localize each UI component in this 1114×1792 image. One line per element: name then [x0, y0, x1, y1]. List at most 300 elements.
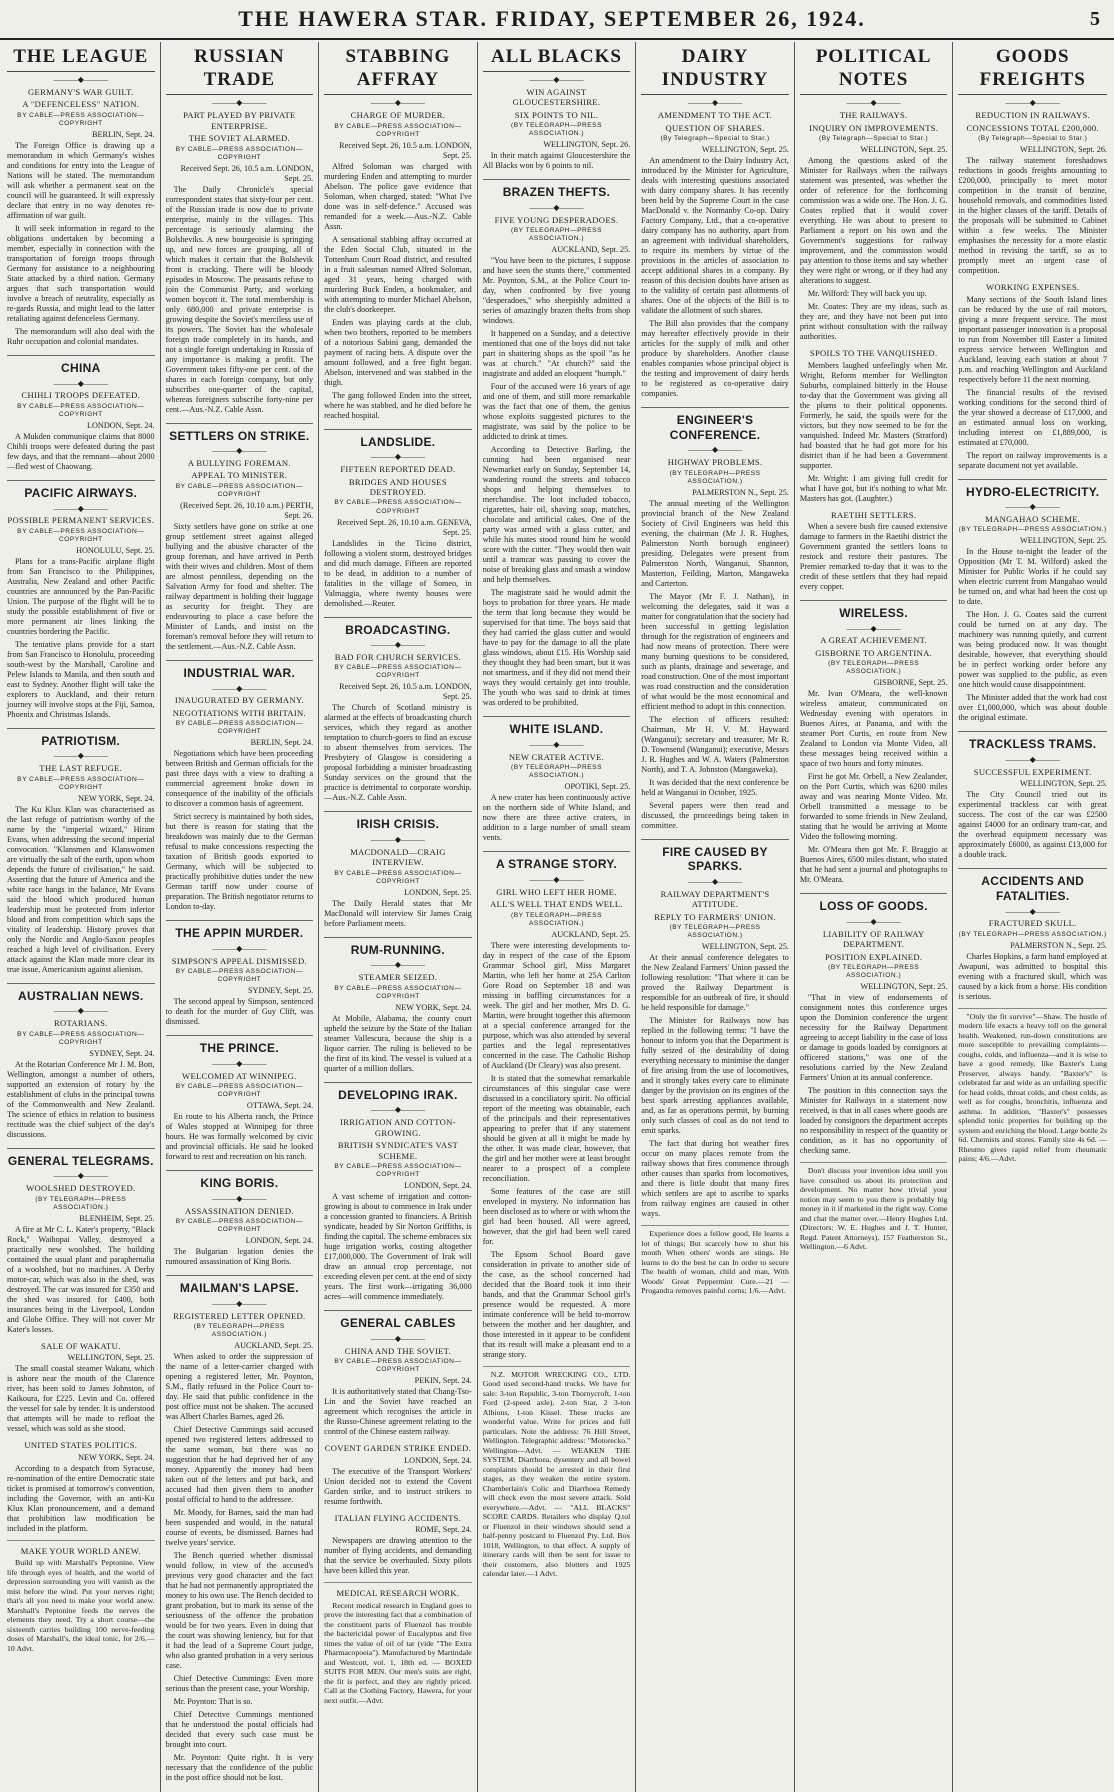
wire-credit: BY CABLE—PRESS ASSOCIATION—COPYRIGHT	[17, 1030, 145, 1046]
subheading: GIRL WHO LEFT HER HOME.	[496, 886, 617, 897]
article	[958, 868, 1107, 1002]
dateline: Received Sept. 26, 10.5 a.m. LONDON, Sept. 25.	[339, 140, 472, 160]
dateline: LONDON, Sept. 25.	[404, 887, 472, 897]
dateline: OPOTIKI, Sept. 25.	[564, 782, 631, 792]
wire-credit: BY CABLE—PRESS ASSOCIATION—COPYRIGHT	[175, 720, 303, 736]
wire-credit: BY CABLE—PRESS ASSOCIATION—COPYRIGHT	[17, 527, 145, 543]
wire-credit: (By Telegraph—Special to Star.)	[819, 135, 929, 143]
subheading: HIGHWAY PROBLEMS.	[667, 457, 763, 468]
article	[800, 600, 948, 885]
masthead-title: THE HAWERA STAR. FRIDAY, SEPTEMBER 26, 1924.	[238, 6, 866, 31]
article	[324, 1082, 472, 1302]
article	[800, 510, 948, 592]
article	[7, 728, 155, 975]
article	[166, 45, 314, 415]
headline: PATRIOTISM.	[7, 728, 155, 749]
wire-credit: BY CABLE—PRESS ASSOCIATION—COPYRIGHT	[175, 482, 303, 498]
paragraph: It will seek information in regard to the obligations undertaken by becoming a member, especially in connection with the transportation of foreign troops through Germany for assistance to a neighbouring State attacked by a third nation. Germany argues that such transportation would involve a breach of neutrality, especially as re-gards Russia, and might lead to the latter retaliating against defenceless Germany.	[7, 223, 155, 323]
paragraph: The tentative plans provide for a start from San Francisco to Honolulu, proceeding south-west by the Marshall, Caroline and Pelew Islands to Manila, and then south and east to Sydney. Another flight will take the explorers to Auckland, and their return journey will involve stops at the Fiji, Samoa, Phoenix and Christmas Islands.	[7, 639, 155, 719]
article	[800, 348, 948, 503]
dateline: SYDNEY, Sept. 25.	[248, 986, 314, 996]
ornament-rule: ———◆———	[370, 98, 425, 108]
paragraph: Negotiations which have been proceeding between British and German officials for the past three days with a view to drafting a commercial agreement broke down in consequence of the inability of the officials to discover a common basis of agreement.	[165, 749, 314, 809]
ornament-rule: ———◆———	[529, 739, 584, 749]
headline: KING BORIS.	[166, 1170, 314, 1191]
article	[324, 1513, 472, 1576]
dateline: AUCKLAND, Sept. 25.	[234, 1341, 314, 1351]
ornament-rule: ———◆———	[687, 98, 743, 108]
paragraph: The memorandum will also deal with the Ruhr occupation and colonial mandates.	[7, 326, 155, 346]
ad-text: Build up with Marshall's Peptonine. View life through eyes of health, and the world of depression surrounding you will vanish as the mist before the wind. Put your nerves right; that's all you need to make your world anew. Marshall's Peptonine feeds the nerves the elements they need. Try a short course—the sixteenth carries building 100 nerve-feeding doses of Marshall's, the ideal tonic, for 2/6.—10 Advt.	[7, 1558, 155, 1653]
subheading: NEW CRATER ACTIVE.	[508, 751, 605, 762]
ornament-rule: ———◆———	[370, 1333, 425, 1343]
dateline: NEW YORK, Sept. 24.	[395, 1002, 472, 1012]
subheading: APPEAL TO MINISTER.	[191, 470, 288, 481]
wire-credit: BY CABLE—PRESS ASSOCIATION—COPYRIGHT	[17, 775, 145, 791]
subheading: GERMANY'S WAR GUILT.	[28, 86, 134, 97]
wire-credit: BY CABLE—PRESS ASSOCIATION—COPYRIGHT	[334, 664, 462, 680]
paragraph: The second appeal by Simpson, sentenced to death for the murder of Guy Clift, was dismissed.	[165, 997, 314, 1027]
headline: DEVELOPING IRAK.	[324, 1082, 472, 1103]
paragraph: The Daily Herald states that Mr MacDonald will interview Sir James Craig before Parliament meets.	[324, 898, 472, 928]
paragraph: The small coastal steamer Wakatu, which is ashore near the mouth of the Clarence river, has been sold to James Johnston, of Kaikoura, for £225. Levin and Co. offered the vessel for sale by tender. It is understood that attempts will be made to refloat the vessel, which was sold as she stood.	[7, 1364, 155, 1434]
subheading: SIX POINTS TO NIL.	[514, 109, 599, 120]
dateline: LONDON, Sept. 24.	[404, 1181, 472, 1191]
column-6	[795, 42, 954, 1792]
wire-credit: (By Telegraph—Special to Star.)	[978, 135, 1088, 143]
paragraph: It is stated that the somewhat remarkable circumstances of this singular case were discussed in a conciliatory spirit. No official report of the meeting was obtainable, each of the principals and their representatives appearing to prefer that if any statement should be given at all it might be made by the other. It was made clear, however, that the girl and her mother were at least brought nearer to a prospect of a complete reconciliation.	[482, 1073, 631, 1183]
wire-credit: (BY TELEGRAPH—PRESS ASSOCIATION.)	[828, 660, 920, 676]
subheading: REDUCTION IN RAILWAYS.	[975, 110, 1091, 121]
subheading: THE SOVIET ALARMED.	[188, 133, 290, 144]
paragraph: Some features of the case are still enveloped in mystery. No information has been disclosed as to where or with whom the girl had been housed. All were agreed, however, that the girl had been well cared for.	[482, 1186, 631, 1246]
ornament-rule: ———◆———	[1005, 98, 1060, 108]
dateline: WELLINGTON, Sept. 25.	[701, 942, 789, 952]
advertisement	[641, 1225, 789, 1296]
article	[483, 45, 631, 171]
paragraph: The Hon. J. G. Coates said the current could be turned on at any day. The machinery was running quietly, and current was being produced now. It was thought desirable, however, that everything should be in perfect working order before any power was supplied to the public, as even one hitch would cause disappointment.	[958, 610, 1107, 690]
paragraph: The City Council tried out its experimental trackless car with great success. The cost of the car was £2500 against £4000 for an ordinary tram-car, and the overhead equipment necessary was approximately £6000, as against £13,000 for a double track.	[958, 790, 1107, 860]
article	[324, 45, 472, 421]
article	[958, 479, 1107, 724]
wire-credit: BY CABLE—PRESS ASSOCIATION—COPYRIGHT	[175, 145, 303, 161]
headline: BRAZEN THEFTS.	[483, 179, 631, 200]
paragraph: The Minister added that the work had cost over £1,000,000, which was about double the original estimate.	[958, 693, 1107, 723]
ornament-rule: ———◆———	[1005, 906, 1060, 916]
dateline: AUCKLAND, Sept. 25.	[551, 929, 631, 939]
paragraph: Mr. Wright: I am giving full credit for what I have got, but it's nothing to what Mr. Masters has got. (Laughter.)	[799, 473, 948, 503]
headline: RUM-RUNNING.	[324, 937, 472, 958]
wire-credit: (BY TELEGRAPH—PRESS ASSOCIATION.)	[958, 526, 1107, 534]
wire-credit: (BY TELEGRAPH—PRESS ASSOCIATION.)	[669, 924, 761, 940]
ornament-rule: ———◆———	[846, 623, 901, 633]
subheading: BAD FOR CHURCH SERVICES.	[334, 651, 462, 662]
subheading: CHARGE OF MURDER.	[350, 110, 446, 121]
article	[7, 983, 155, 1140]
subheading: UNITED STATES POLITICS.	[24, 1440, 138, 1451]
headline: STABBING AFFRAY	[324, 45, 472, 95]
ad-text: "Only the fit survive"—Shaw. The hustle of modern life exacts a heavy toll on the general health. Weakened, run-down constitutions are more susceptible to prevailing complaints—coughs, colds, and influenza—and it is wise to have a good remedy, like Baxter's Lung Preserver, always handy. "Baxter's" is celebrated far and wide as an unfailing specific for head colds, throat colds, and chest colds, as well as for coughs, bronchitis, influenza and asthma. In addition, "Baxter's" possesses splendid tonic properties for building up the system and enriching the blood. Large bottle 2s 6d. Chemists and stores. Family size 4s 6d. — Rheumo gives rapid relief from rheumatic pains; 4/6.—Advt.	[958, 1011, 1107, 1164]
article	[166, 423, 314, 652]
paragraph: The magistrate said he would admit the boys to probation for three years. He made the term that long because they would be supervised for that time. The boys said that they had carried the glass cutter and would have to pay for the damage to all the plate glass windows, about £15. His Worship said they thought they had been smart, but it was not smartness, and if they did not mend their ways they would certainly get into trouble. The youth who was said to drink at times was ordered to be prohibited.	[482, 588, 631, 708]
ad-text: Don't discuss your invention idea until you have consulted us about its protection and development. No matter how trivial your notion may seem to you there is probably big money in it if marketed in the right way. Come and chat the matter over.—Henry Hughes Ltd. (Directors: W. E. Hughes and J. T. Hunter, Regd. Patent Attorneys), 157 Featherston St., Wellington.—6 Advt.	[799, 1166, 948, 1252]
dateline: WELLINGTON, Sept. 26.	[1020, 145, 1107, 155]
dateline: GISBORNE, Sept. 25.	[873, 678, 948, 688]
wire-credit: BY CABLE—PRESS ASSOCIATION—COPYRIGHT	[175, 1083, 303, 1099]
subheading: AMENDMENT TO THE ACT.	[657, 110, 773, 121]
paragraph: The financial results of the revised working conditions for the second third of the year showed a decrease of £17,000, and an estimated annual loss on working, including interest on £1,889,000, is estimated at £70,000.	[958, 387, 1107, 447]
paragraph: Mr. Ivan O'Meara, the well-known wireless amateur, communicated on Wednesday evening with operators in Buenos Aires, at Panama, and with the steamer Port Curtis, en route from New Zealand to London via Monte Video, all these messages being received within a space of two hours and forty minutes.	[799, 689, 948, 769]
paragraph: It was decided that the next conference be held at Wanganui in October, 1925.	[641, 777, 789, 797]
paragraph: It is authoritatively stated that Chang-Tso-Lin and the Soviet have reached an agreement which recognises the article in the Russo-Chinese agreement relating to the control of the Chinese eastern railway.	[324, 1387, 472, 1437]
paragraph: Four of the accused were 16 years of age and one of them, and still more remarkable was the fact that one of them, the genius whose exploits suggested pictures to the magistrate, was said by the police to be addicted to drink at times.	[482, 382, 631, 442]
dateline: OTTAWA, Sept. 24.	[246, 1101, 314, 1111]
paragraph: Mr. Moody, for Barnes, said the man had been suspended and would, in the natural course of events, be dismissed. Barnes had twelve years' service.	[165, 1508, 314, 1548]
paragraph: A new crater has been continuously active on the northern side of White Island, and now there are three active craters, in addition to a large number of small steam vents.	[482, 793, 631, 843]
subheading: THE RAILWAYS.	[839, 110, 908, 121]
subheading: THE LAST REFUGE.	[39, 763, 123, 774]
headline: SETTLERS ON STRIKE.	[166, 423, 314, 444]
dateline: WELLINGTON, Sept. 25.	[1020, 779, 1107, 789]
paragraph: There were interesting developments to-day in respect of the case of the Epsom Grammar School girl, Miss Margaret Martin, who left her home at 25A Carlton Gore Road on September 18 and was missing in baffling circumstances for a week. The girl and her mother, Mrs D. G. Martin, were brought together this afternoon at a special conference arranged for the purpose, which was also attended by several parties and the legal representatives concerned in the case. The Catholic Bishop of Auckland (Dr Cleary) was also present.	[482, 940, 631, 1070]
wire-credit: (By Telegraph—Special to Star.)	[660, 135, 770, 143]
ornament-rule: ———◆———	[53, 378, 108, 388]
paragraph: Plans for a trans-Pacific airplane flight from San Francisco to the Philippines, Australia, New Zealand and other Pacific countries are announced by the Pan-Pacific Union. The purpose of the flight will be to study the possible establishment of five or more permanent air lines linking the countries bordering the Pacific.	[7, 556, 155, 636]
wire-credit: (BY TELEGRAPH—PRESS ASSOCIATION.)	[511, 227, 602, 243]
advertisement	[958, 1008, 1107, 1164]
headline: RUSSIAN TRADE	[166, 45, 314, 95]
ad-title: MAKE YOUR WORLD ANEW.	[20, 1545, 141, 1556]
subheading: ASSASSINATION DENIED.	[184, 1205, 294, 1216]
dateline: AUCKLAND, Sept. 25.	[551, 245, 631, 255]
headline: LOSS OF GOODS.	[800, 893, 948, 914]
wire-credit: BY CABLE—PRESS ASSOCIATION—COPYRIGHT	[175, 968, 303, 984]
ornament-rule: ———◆———	[53, 1171, 108, 1181]
headline: FIRE CAUSED BY SPARKS.	[641, 839, 789, 874]
subheading: POSSIBLE PERMANENT SERVICES.	[7, 515, 155, 526]
paragraph: The Foreign Office is drawing up a memorandum in which Germany's wishes and conditions for entry into the League of Nations will be stated. The memorandum will ask whether a permanent seat on the council will be guaranteed. It will expressly declare that entry in no way denotes re-affirmation of war guilt.	[7, 140, 155, 220]
paragraph: In their match against Gloucestershire the All Blacks won by 6 points to nil.	[482, 151, 631, 171]
wire-credit: (BY TELEGRAPH—PRESS ASSOCIATION.)	[669, 469, 761, 485]
dateline: WELLINGTON, Sept. 25.	[701, 145, 789, 155]
dateline: PEKIN, Sept. 24.	[414, 1376, 472, 1386]
paragraph: Chief Detective Cummings said accused opened two registered letters addressed to the same woman, but there was no suggestion that he had deprived her of any money. Apparently the money had been taken out of the letters and put back, and accused had then given them to another postal official to hand to the addressee.	[165, 1425, 314, 1505]
headline: ALL BLACKS	[483, 45, 631, 72]
subheading: A "DEFENCELESS" NATION.	[22, 99, 140, 110]
paragraph: According to a despatch from Syracuse, re-nomination of the entire Democratic state ticket is promised at tomorrow's convention, including the Governor, with an anti-Ku Klux Klan pronouncement, and a demand that prohibition law modification be included in the platform.	[7, 1463, 155, 1533]
dateline: WELLINGTON, Sept. 25.	[1020, 536, 1107, 546]
subheading: CONCESSIONS TOTAL £200,000.	[966, 122, 1099, 133]
article	[324, 811, 472, 928]
dateline: Received Sept. 26, 10.5 a.m. LONDON, Sept. 25.	[180, 163, 314, 183]
headline: DAIRY INDUSTRY	[641, 45, 789, 95]
subheading: BRITISH SYNDICATE'S VAST SCHEME.	[337, 1140, 458, 1161]
wire-credit: (BY TELEGRAPH—PRESS ASSOCIATION.)	[958, 930, 1107, 938]
paragraph: The report on railway improvements is a separate document not yet available.	[958, 450, 1107, 470]
ornament-rule: ———◆———	[212, 1193, 267, 1203]
dateline: ROME, Sept. 24.	[415, 1525, 472, 1535]
dateline: WELLINGTON, Sept. 25.	[860, 145, 948, 155]
article	[483, 179, 631, 708]
article	[7, 45, 155, 347]
article	[641, 45, 789, 399]
subheading: REPLY TO FARMERS' UNION.	[654, 911, 776, 922]
paragraph: The Church of Scotland ministry is alarmed at the effects of broadcasting church services, which they regard as another temptation to church-goers to find an excuse to absent themselves from services. The Presbytery of Glasgow is considering a proposal forbidding a minister broadcasting Sunday services on the ground that the practice is detrimental to corporate worship.—Aus.-N.Z. Cable Assn.	[324, 703, 472, 803]
subheading: QUESTION OF SHARES.	[665, 122, 765, 133]
dateline: Received Sept. 26, 10.5 a.m. LONDON, Sept. 25.	[339, 682, 472, 702]
paragraph: The executive of the Transport Workers' Union decided not to extend the Covent Garden strike, and to instruct strikers to resume forthwith.	[324, 1466, 472, 1506]
ornament-rule: ———◆———	[212, 944, 267, 954]
wire-credit: BY CABLE—PRESS ASSOCIATION—COPYRIGHT	[334, 869, 462, 885]
ornament-rule: ———◆———	[529, 203, 584, 213]
headline: THE APPIN MURDER.	[166, 920, 314, 941]
article	[324, 1443, 472, 1506]
ornament-rule: ———◆———	[212, 98, 267, 108]
headline: ACCIDENTS AND FATALITIES.	[958, 868, 1107, 903]
dateline: WELLINGTON, Sept. 25.	[67, 1353, 155, 1363]
headline: MAILMAN'S LAPSE.	[166, 1275, 314, 1296]
article	[800, 893, 948, 1156]
wire-credit: (BY TELEGRAPH—PRESS ASSOCIATION.)	[193, 1323, 285, 1339]
paragraph: A vast scheme of irrigation and cotton-growing is about to commence in Irak under a concession granted to financiers. A British syndicate, headed by Sir Norton Griffiths, is finding the capital. The scheme embraces six huge irrigation works, costing altogether £17,000,000. The Government of Irak will draw an annual crop percentage, not exceeding eleven per cent. at the end of sixty years. The first work—irrigating 36,000 acres—will commence immediately.	[324, 1192, 472, 1302]
subheading: WORKING EXPENSES.	[985, 282, 1080, 293]
article	[166, 1275, 314, 1783]
article	[483, 716, 631, 843]
article	[958, 282, 1107, 470]
subheading: A GREAT ACHIEVEMENT.	[820, 635, 927, 646]
paragraph: Chief Detective Cummings: Even more serious than the present case, your Worship.	[165, 1674, 314, 1694]
ornament-rule: ———◆———	[370, 960, 425, 970]
headline: THE LEAGUE	[7, 45, 155, 72]
column-1	[2, 42, 161, 1792]
subheading: ALL'S WELL THAT ENDS WELL.	[490, 899, 623, 910]
masthead	[0, 0, 1114, 40]
dateline: (Received Sept. 26, 10.10 a.m.) PERTH, Sept. 26.	[180, 501, 314, 521]
subheading: FIVE YOUNG DESPERADOES.	[494, 214, 619, 225]
paragraph: The fact that during hot weather fires occur on many places remote from the railway shows that fires commence through other causes than sparks from locomotives, and there is little doubt that many fires which settlers are apt to ascribe to sparks from railway engines are caused in other ways.	[641, 1139, 789, 1219]
paragraph: Many sections of the South Island lines can be reduced by the use of rail motors, giving a more frequent service. The most important passenger innovation is a proposal to run from November till Easter a limited express service between Wellington and Auckland, leaving each station at about 7 p.m. and reaching Wellington and Auckland respectively before 11 the next morning.	[958, 294, 1107, 384]
paragraph: In the House to-night the leader of the Opposition (Mr T. M. Wilford) asked the Minister for Public Works if he could say when electric current from Mangahao would be turned on, and what had been the cost up to date.	[958, 547, 1107, 607]
headline: HYDRO-ELECTRICITY.	[958, 479, 1107, 500]
paragraph: The Minister for Railways now has replied in the following terms: "I have the honour to inform you that the Department is fully seized of the desirability of doing everything necessary to minimise the danger of fire arising from the use of locomotives, and it strongly takes every care to eliminate danger by the provision on its engines of the best spark arresting appliances available, and, as far as operations permit, by burning only such classes of coal as do not tend to emit sparks.	[641, 1016, 789, 1136]
wire-credit: BY CABLE—PRESS ASSOCIATION—COPYRIGHT	[17, 111, 145, 127]
headline: WHITE ISLAND.	[483, 716, 631, 737]
subheading: NEGOTIATIONS WITH BRITAIN.	[172, 707, 306, 718]
article	[324, 1310, 472, 1437]
dateline: SYDNEY, Sept. 24.	[89, 1048, 155, 1058]
columns	[2, 42, 1112, 1783]
headline: GENERAL TELEGRAMS.	[7, 1148, 155, 1169]
wire-credit: BY CABLE—PRESS ASSOCIATION—COPYRIGHT	[334, 499, 462, 515]
article	[483, 851, 631, 1359]
paragraph: The gang followed Enden into the street, where he was stabbed, and he died before he reached hospital.	[324, 390, 472, 420]
subheading: FRACTURED SKULL.	[988, 918, 1077, 929]
subheading: IRRIGATION AND COTTON-GROWING.	[340, 1117, 456, 1138]
subheading: SPOILS TO THE VANQUISHED.	[809, 348, 938, 359]
subheading: MANGAHAO SCHEME.	[985, 513, 1081, 524]
article	[7, 355, 155, 472]
article	[641, 407, 789, 831]
column-4	[478, 42, 637, 1792]
ornament-rule: ———◆———	[53, 751, 108, 761]
paragraph: The Mayor (Mr F. J. Nathan), in welcoming the delegates, said it was a matter for congratulation that the society had been successful in getting legislation through for the registration of engineers and had now means of protection. There were many burning questions to be considered, such as plants, drainage and sewerage, and road construction. One of the most important was road construction and the consideration of what would be the most economical and efficient method to adopt in this connection.	[641, 591, 789, 711]
dateline: LONDON, Sept. 24.	[404, 1455, 472, 1465]
headline: CHINA	[7, 355, 155, 376]
subheading: COVENT GARDEN STRIKE ENDED.	[324, 1443, 472, 1454]
wire-credit: BY CABLE—PRESS ASSOCIATION—COPYRIGHT	[17, 402, 145, 418]
paragraph: Mr. Poynton: Quite right. It is very necessary that the confidence of the public in the post office should not be lost.	[165, 1753, 314, 1783]
headline: IRISH CRISIS.	[324, 811, 472, 832]
dateline: LONDON, Sept. 24.	[245, 1236, 314, 1246]
subheading: A BULLYING FOREMAN.	[187, 457, 291, 468]
headline: BROADCASTING.	[324, 617, 472, 638]
subheading: MACDONALD—CRAIG INTERVIEW.	[350, 846, 446, 868]
subheading: CHIHLI TROOPS DEFEATED.	[21, 390, 141, 401]
paragraph: The election of officers resulted: Chairman, Mr H. V. M. Hayward (Wanganui); secretary and treasurer, Mr R. D. Townsend (Wanganui); executive, Messrs J. R. Hughes and W. A. Waters (Palmerston North), and T. A. Johnston (Mangaweka).	[641, 714, 789, 774]
paragraph: Mr. Coates: They are my ideas, such as they are, and they have not been put into print without consultation with the railway authorities.	[799, 302, 948, 342]
paragraph: "That in view of endorsements of consignment notes this conference urges upon the Dominion conference the urgent necessity for the Railway Department agreeing to accept liability in the case of loss or damage to goods loaded by consignors at officered stations," was one of the resolutions carried by the New Zealand Farmers' Union at its annual conference.	[799, 993, 948, 1083]
subheading: INQUIRY ON IMPROVEMENTS.	[808, 122, 939, 133]
paragraph: Mr. O'Meara then got Mr. F. Braggio at Buenos Aires, 6500 miles distant, who stated that he had sent a journal and photographs to Mr. O'Meara.	[799, 845, 948, 885]
subheading: POSITION EXPLAINED.	[824, 951, 923, 962]
ornament-rule: ———◆———	[53, 503, 108, 513]
ornament-rule: ———◆———	[846, 917, 901, 927]
wire-credit: (BY TELEGRAPH—PRESS ASSOCIATION.)	[511, 764, 602, 780]
ornament-rule: ———◆———	[212, 1058, 267, 1068]
subheading: SALE OF WAKATU.	[41, 1340, 121, 1351]
paragraph: According to Detective Barling, the cunning had been organised near Newmarket early on Sunday, September 14, wandering round the streets and tobacco shops and helping themselves to merchandise. The loot included tobacco, cigarettes, hair oil, shaving soap, matches, chocolate and artificial cakes. One of the party was armed with a glass cutter, and while his mates stood round him he would score with the cutter. "They would then wait until a tramcar was passing to cover the noise of breaking glass and smash a window and help themselves.	[482, 445, 631, 585]
advertisement	[324, 1582, 472, 1705]
paragraph: A Mukden communique claims that 8000 Chihli troops were defeated during the past few days, and that the remnant—about 2000—fled west of Chaowang.	[7, 431, 155, 471]
wire-credit: BY CABLE—PRESS ASSOCIATION—COPYRIGHT	[334, 1358, 462, 1374]
ornament-rule: ———◆———	[370, 835, 425, 845]
article	[958, 45, 1107, 276]
paragraph: The annual meeting of the Wellington provincial branch of the New Zealand Society of Civil Engineers was held this evening, the chairman (Mr J. R. Hughes, Palmerston North borough engineer) presiding. Delegates were present from Palmerston North, Wanganui, Shannon, Masterton, Feilding, Marton, Mangaweka and Carterton.	[641, 498, 789, 588]
paragraph: At their annual conference delegates to the New Zealand Farmers' Union passed the following resolution: "That where it can be proved the Railway Department is responsible for an outbreak of fire, it should be held responsible for damage."	[641, 953, 789, 1013]
subheading: SIMPSON'S APPEAL DISMISSED.	[171, 955, 307, 966]
subheading: WELCOMED AT WINNIPEG.	[182, 1070, 297, 1081]
dateline: BERLIN, Sept. 24.	[250, 738, 314, 748]
wire-credit: (BY TELEGRAPH—PRESS ASSOCIATION.)	[35, 1195, 127, 1211]
wire-credit: (BY TELEGRAPH—PRESS ASSOCIATION.)	[511, 122, 602, 138]
paragraph: Strict secrecy is maintained by both sides, but there is reason for stating that the breakdown was mainly due to the German refusal to make concessions respecting the taxation of British goods exported to Germany, which will be subjected to practically prohibitive duties under the new German tariff now under course of preparation. The British negotiator returns to London to-day.	[165, 812, 314, 912]
column-5	[636, 42, 795, 1792]
page-number: 5	[1090, 7, 1100, 30]
dateline: HONOLULU, Sept. 25.	[76, 545, 155, 555]
article	[7, 1148, 155, 1335]
column-7	[953, 42, 1112, 1792]
paragraph: Sixty settlers have gone on strike at one group settlement street against alleged bullying and the abusive character of the group foreman, and have arrived in Perth with their wives and children. Most of them are almost penniless, depending on the Salvation Army for food and shelter. The railway department is holding their luggage as security for freight. They are endeavouring to place a case before the Minister of Lands, and insist on the foreman's removal before they will return to the settlement.—Aus.-N.Z. Cable Assn.	[165, 522, 314, 652]
paragraph: "You have been to the pictures, I suppose and have seen the stunts there," commented Mr. Poynton, S.M., at the Police Court to-day, when confronted by five young "desperadoes," who sheepishly admitted a series of amazingly brazen thefts from shop windows.	[482, 256, 631, 326]
ornament-rule: ———◆———	[212, 446, 267, 456]
subheading: WOOLSHED DESTROYED.	[26, 1183, 136, 1194]
headline: GOODS FREIGHTS	[958, 45, 1107, 95]
ornament-rule: ———◆———	[687, 445, 743, 455]
headline: POLITICAL NOTES	[800, 45, 948, 95]
paragraph: The Bench queried whether dismissal would follow, in view of the accused's previous very good character and the fact that he had not permanently appropriated the money to his own use. The Bench decided to grant probation, but to mark its sense of the seriousness of the offence the probation would be for two years. Even in doing that the court was showing leniency, but for that it had the lead of a Supreme Court judge, who also granted probation in a very serious case.	[165, 1551, 314, 1671]
headline: LANDSLIDE.	[324, 429, 472, 450]
dateline: LONDON, Sept. 24.	[87, 420, 155, 430]
article	[7, 1341, 155, 1434]
paragraph: Chief Detective Cummings mentioned that he understood the postal officials had decided that every such case must be brought into court.	[165, 1710, 314, 1750]
dateline: BERLIN, Sept. 24.	[92, 129, 155, 139]
subheading: ITALIAN FLYING ACCIDENTS.	[334, 1512, 462, 1523]
paragraph: Landslides in the Ticino district, following a violent storm, destroyed bridges and did much damage. Fifteen are reported to be dead, in addition to a number of fatalities in the village of Someo, in Valmaggia, where twenty houses were demolished.—Reuter.	[324, 538, 472, 608]
dateline: NEW YORK, Sept. 24.	[78, 793, 155, 803]
paragraph: Members laughed unfeelingly when Mr. Wright, Reform member for Wellington Suburbs, complained bitterly in the House to-day that the Government was giving all the plums to their political opponents. Formerly, he said, the spoils were for the victors, but they now seemed to be for the vanquished. Indeed Mr. Masters (Stratford) had boasted that he had got more for his district than if he had been a Government supporter.	[799, 360, 948, 470]
ornament-rule: ———◆———	[212, 683, 267, 693]
ad-text: Recent medical research in England goes to prove the interesting fact that a combination of the constituent parts of Fluenzol has trouble the bactericidal power of Eucalyptus and five times the value of oil of tar (vide "The Extra Pharmacopoeia"). Manufactured by Martindale and Westcott, vol. 1, 18th ed. — BOXED SUITS FOR MEN. Our men's suits are right, the fit is perfect, and they are rightly priced. Call at the Clothing Factory, Hawera, for your next outfit.—Advt.	[324, 1600, 472, 1705]
paragraph: Several papers were then read and discussed, the proceedings being taken in committee.	[641, 800, 789, 830]
paragraph: The Epsom School Board gave consideration in private to another side of the case, as the school concerned had decided that the Board took it into their hands, and that the Grammar School girl's presence would be requested. A more intimate conference will be held to-morrow between the mother and her daughter, and those interested in it appear to be confident that its result will make a pleasant end to a strange story.	[482, 1249, 631, 1359]
headline: TRACKLESS TRAMS.	[958, 731, 1107, 752]
headline: GENERAL CABLES	[324, 1310, 472, 1331]
article	[7, 1440, 155, 1533]
paragraph: A fire at Mr C. L. Kater's property, "Black Rock," Waihopai Valley, destroyed a practically new woolshed. The building contained the usual plant and paraphernalia of a woolshed, but no machines. A Derby motor-car, which was also in the shed, was destroyed. The car was insured for £350 and the shed was insured for £400, both insurances being in the Liverpool, London and Globe Office. They will not cover Mr Kater's losses.	[7, 1224, 155, 1334]
advertisement	[7, 1540, 155, 1653]
ornament-rule: ———◆———	[687, 876, 743, 886]
subheading: BRIDGES AND HOUSES DESTROYED.	[348, 476, 447, 497]
article	[7, 480, 155, 720]
headline: WIRELESS.	[800, 600, 948, 621]
advertisement	[483, 1366, 631, 1579]
ornament-rule: ———◆———	[1005, 755, 1060, 765]
article	[958, 731, 1107, 860]
paragraph: It happened on a Sunday, and a detective mentioned that one of the boys did not take part in shattering shops as the spoil "as he was at church." "At church?" said the magistrate and added an eloquent "humph."	[482, 329, 631, 379]
headline: AUSTRALIAN NEWS.	[7, 983, 155, 1004]
subheading: RAILWAY DEPARTMENT'S ATTITUDE.	[660, 888, 770, 910]
ornament-rule: ———◆———	[370, 1105, 425, 1115]
paragraph: First he got Mr. Orbell, a New Zealander, on the Port Curtis, which was 6200 miles away and was nearing Monte Video. Mr. Orbell transmitted a message to be forwarded to some friends in New Zealand, stating that he would be arriving at Monte Video the following morning.	[799, 772, 948, 842]
ad-text: Experience does a fellow good, He learns a lot of things; But scarcely how to shut his mouth When others' words are stings. He learns to do the best he can In order to secure The health of woman, child and man, With Woods' Great Peppermint Cure.—21 — Progandra removes painful corns; 1/6.—Advt.	[641, 1229, 789, 1296]
ornament-rule: ———◆———	[529, 75, 584, 85]
headline: PACIFIC AIRWAYS.	[7, 480, 155, 501]
ornament-rule: ———◆———	[212, 1298, 267, 1308]
paragraph: Among the questions asked of the Minister for Railways when the railways statement was presented, was whether the order of reference for the forthcoming commission was a wide one. The Hon. J. G. Coates replied that it would cover everything. He was about to present to Parliament a report on his own and the Government's suggestions for railway improvement, and the commission would pay attention to those items and say whether they were right or wrong, or if they had any alterations to suggest.	[799, 156, 948, 286]
ornament-rule: ———◆———	[846, 98, 901, 108]
wire-credit: BY CABLE—PRESS ASSOCIATION—COPYRIGHT	[175, 1218, 303, 1234]
article	[166, 1035, 314, 1162]
paragraph: The Daily Chronicle's special correspondent states that sixty-four per cent. of the Russian trade is now due to private enterprise, mainly in the villages. This percentage is seriously alarming the Bolsheviks. A new bourgeoisie is springing up, and new forces are grouping, all of which makes it certain that the Bolshevik front is cracking. There will be bloody episodes in Moscow. The peasants refuse to join the Communist Party, and working women boycott it. The total membership is only 680,000 and private enterprise is growing despite the Soviet's merciless use of its powers. The Soviet has the wholesale foreign trade completely in its hands, and not a single foreign undertaking in Russia of any importance is making a profit. The Government takes fifty-one per cent. of the shares in each foreign company, but only subscribes one-quarter of the capital, whereas foreigners subscribe forty-nine per cent.—Aus.-N.Z. Cable Assn.	[165, 184, 314, 414]
advertisement	[800, 1162, 948, 1252]
paragraph: The position in this connection says the Minister for Railways in a statement now received, is that in all cases where goods are loaded by consignors the department accepts no responsibility in respect of the quantity or condition, as it has no opportunity of checking same.	[799, 1086, 948, 1156]
paragraph: The Ku Klux Klan was characterised as the last refuge of patriotism worthy of the name by the "imperial wizard," Hiram Evans, when addressing the second imperial convocation. "Klansmen and Klanswomen are virtually the salt of the earth, upon whom depends the future of civilisation," he said. Asserting that the future of America and the white race hangs in the balance, Mr Evans said the blood which produced human leadership must be protected from inferior blood and from competition which saps the vitality of leadership. History proves that only the Nordic and Anglo-Saxon peoples reached a high level of civilisation. Every attack against the Klan made more clear its true issue, Americanism against alienism.	[7, 804, 155, 974]
headline: ENGINEER'S CONFERENCE.	[641, 407, 789, 442]
paragraph: En route to his Alberta ranch, the Prince of Wales stopped at Winnipeg for three hours. He was formally welcomed by civic and provincial officials. He said he looked forward to rest and recreation on his ranch.	[165, 1112, 314, 1162]
paragraph: At the Rotarian Conference Mr J. M. Bott, Wellington, amongst a number of others, supported an extension of rotary by the establishment of clubs in the principal towns of the Commonwealth and New Zealand. The science of ethics in relation to business rectitude was the chief subject of the day's discussions.	[7, 1059, 155, 1139]
paragraph: When a severe bush fire caused extensive damage to farmers in the Raetihi district the Government granted the settlers loans to restock and restore their pastures. The Premier remarked to-day that it was to the credit of these settlers that they had repaid every copper.	[799, 522, 948, 592]
subheading: SUCCESSFUL EXPERIMENT.	[973, 766, 1092, 777]
column-2	[161, 42, 320, 1792]
paragraph: A sensational stabbing affray occurred at the Eden Social Club, situated in the Tottenham Court Road district, and resulted in a fruit salesman named Alfred Soloman, aged 31 years, being charged with murdering Buck Enden, a bookmaker, and with attempting to murder Michael Abelson, the club's doorkeeper.	[324, 234, 472, 314]
article	[324, 429, 472, 609]
headline: THE PRINCE.	[166, 1035, 314, 1056]
column-3	[319, 42, 478, 1792]
paragraph: The Bulgarian legation denies the rumoured assassination of King Boris.	[165, 1247, 314, 1267]
subheading: ROTARIANS.	[53, 1018, 108, 1029]
dateline: NEW YORK, Sept. 24.	[78, 1452, 155, 1462]
paragraph: Charles Hopkins, a farm hand employed at Awapuni, was admitted to hospital this evening with a fractured skull, which was caused by a kick from a horse. His condition is serious.	[958, 951, 1107, 1001]
paragraph: Enden was playing cards at the club, when two brothers, reported to be members of a notorious Sabini gang, demanded the payment of racing bets. A dispute over the amount followed, and a free fight began. Abelson, intervened and was stabbed in the thigh.	[324, 317, 472, 387]
subheading: RAETIHI SETTLERS.	[830, 509, 917, 520]
ad-text: N.Z. MOTOR WRECKING CO., LTD. Good used second-hand trucks. We have for sale: 3-ton Republic, 3-ton Thornycroft, 1-ton Ford (2-speed axle), 2-ton Star, 2 3-ton Albions, 1-ton Kissel. These trucks are wonderful value. Write for prices and full particulars. Note the address: 76 Hill Street, Wellington. Telegraphic address: "Motorecko." Wellington—Advt. — WEAKEN THE SYSTEM. Diarrhoea, dysentery and all bowel complaints should be arrested in their first stages, as they weaken the entire system. Chamberlain's Colic and Diarrhoea Remedy will check even the most severe attack. Sold everywhere.—Advt. — "ALL BLACKS" SCORE CARDS. Retailers who display Q.tol or Fluenzol in their windows should send a half-penny postcard to Fluenzol Pty. Ltd. Box 1018, Wellington, to that effect. A supply of itinerary cards will then be sent for issue to their customers, also blotters and 1925 calendar later.—1 Advt.	[482, 1369, 631, 1579]
article	[166, 920, 314, 1027]
subheading: GISBORNE TO ARGENTINA.	[815, 647, 933, 658]
article	[800, 45, 948, 342]
paragraph: Mr. Poynton: That is so.	[173, 1697, 253, 1707]
dateline: WELLINGTON, Sept. 25.	[860, 982, 948, 992]
headline: A STRANGE STORY.	[483, 851, 631, 872]
